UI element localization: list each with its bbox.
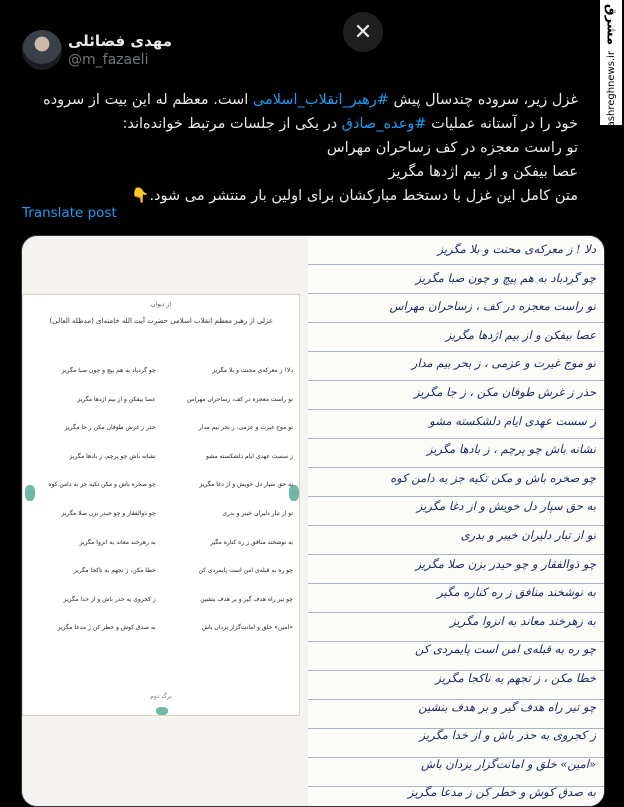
manuscript-line: به زهرخند معاند به انزوا مگریز	[450, 613, 596, 628]
manuscript-line: ز سست عهدی ایام دلشکسته مشو	[429, 413, 596, 428]
author-handle[interactable]: @m_fazaeli	[68, 52, 149, 68]
manuscript-line: چو گردباد به هم پیچ و چون صبا مگریز	[415, 270, 596, 285]
author-name[interactable]: مهدی فضائلی	[68, 32, 172, 50]
hemistich: چو ره به قبله‌ی امن است پایمردی کن	[198, 567, 293, 575]
manuscript-line: عصا بیفکن و از بیم اژدها مگریز	[445, 327, 596, 342]
hemistich: ز کجروی به حذر باش و از خدا مگریز	[63, 595, 156, 603]
tweet-part-1: غزل زیر، سروده چندسال پیش	[388, 92, 578, 108]
tweet-text	[18, 88, 578, 208]
manuscript-line: «امین» خلق و امانت‌گزار یزدان باش	[421, 756, 596, 771]
hemistich: چو تیر راه هدف گیر و بر هدف بنشین	[200, 595, 293, 603]
manuscript-line: تو راست معجزه در کف ، زساحران مهراس	[389, 299, 596, 314]
manuscript-line: چو تیر راه هدف گیر و بر هدف بنشین	[418, 699, 596, 714]
tweet-part-3: در یکی از جلسات مرتبط خوانده‌اند:	[122, 116, 342, 132]
hemistich: عصا بیفکن و از بیم اژدها مگریز	[77, 395, 156, 403]
hemistich: چو صخره باش و مکن تکیه جز به دامن کوه	[48, 481, 156, 489]
print-row	[29, 539, 293, 568]
verse-line-1: تو راست معجزه در کف زساحران مهراس	[326, 140, 578, 156]
hemistich: تو موج غیرت و عزمی، ز بحر بیم مدار	[198, 424, 293, 432]
hemistich: دلا! ز معرکه‌ی محنت و بلا مگریز	[212, 367, 293, 374]
print-footer: برگ دوم	[150, 693, 172, 700]
handwritten-manuscript	[308, 236, 604, 806]
manuscript-line: نشانه باش چو پرچم ، ز بادها مگریز	[426, 442, 596, 457]
hashtag-leader[interactable]: #رهبر_انقلاب_اسلامی	[252, 92, 389, 108]
translate-post-link[interactable]: Translate post	[22, 205, 117, 221]
watermark-logo	[600, 0, 622, 138]
hemistich: تو از تبار دلیران خیبر و بدری	[222, 509, 293, 517]
print-verses	[29, 367, 293, 653]
manuscript-line: دلا ! ز معرکه‌ی محنت و بلا مگریز	[437, 242, 596, 256]
print-row	[29, 624, 293, 653]
hemistich: به زهرخند معاند به انزوا مگریز	[79, 538, 156, 546]
manuscript-line: به نوشخند منافق ز ره کناره مگیر	[437, 585, 596, 600]
manuscript-line: تو از تبار دلیران خیبر و بدری	[460, 527, 596, 542]
print-header: از دیوان	[151, 301, 171, 308]
hemistich: نشانه باش چو پرچم، ز بادها مگریز	[69, 452, 156, 460]
ornament-bottom	[156, 707, 168, 715]
print-row	[29, 510, 293, 539]
hemistich: به نوشخند منافق ز ره کناره مگیر	[210, 538, 293, 546]
print-row	[29, 596, 293, 625]
hemistich: چو گردباد به هم پیچ و چون صبا مگریز	[61, 367, 156, 374]
manuscript-line: تو موج غیرت و عزمی ، ز بحر بیم مدار	[411, 356, 596, 371]
manuscript-line: به صدق کوش و خطر کن ز مدعا مگریز	[408, 785, 596, 800]
print-row	[29, 567, 293, 596]
print-title: غزلی از رهبر معظم انقلاب اسلامی حضرت آیت الله خامنه‌ای (مدظله العالی)	[49, 317, 273, 325]
manuscript-line: چو ره به قبله‌ی امن است پایمردی کن	[414, 642, 596, 657]
print-row	[29, 424, 293, 453]
manuscript-lines	[316, 242, 596, 807]
manuscript-line: حذر ز غرش طوفان مکن ، ز جا مگریز	[414, 384, 596, 399]
print-row	[29, 396, 293, 425]
verse-line-2: عصا بیفکن و از بیم اژدها مگریز	[388, 164, 578, 180]
tweet-media[interactable]	[21, 235, 605, 807]
hemistich: به حق سپار دل خویش و از دغا مگریز	[199, 481, 293, 489]
tweet-part-2: است. معظم له این بیت از سروده خود را در آستانه عملیات	[43, 92, 578, 132]
avatar[interactable]	[22, 30, 62, 70]
close-icon: ✕	[353, 19, 373, 45]
tweet-closing: متن کامل این غزل با دستخط مبارکشان برای اولین بار منتشر می شود.👇	[131, 188, 578, 204]
close-button[interactable]	[343, 12, 383, 52]
print-row	[29, 453, 293, 482]
hemistich: حذر ز غرش طوفان مکن ز جا مگریز	[64, 424, 156, 432]
manuscript-line: ز کجروی به حذر باش و از خدا مگریز	[419, 728, 596, 743]
watermark-mark: مشرق	[603, 4, 619, 45]
printed-poem-page	[22, 294, 300, 716]
hemistich: به صدق کوش و خطر کن ز مدعا مگریز	[57, 624, 156, 632]
hemistich: ز سست عهدی ایام دلشکسته مشو	[206, 452, 293, 460]
print-row	[29, 367, 293, 396]
manuscript-line: خطا مکن ، ز تجهم به ناکجا مگریز	[435, 670, 596, 685]
watermark-url: mashreghnews.ir	[605, 51, 617, 138]
manuscript-line: به حق سپار دل خویش و از دغا مگریز	[416, 499, 596, 514]
hashtag-promise[interactable]: #وعده_صادق	[341, 116, 427, 132]
print-row	[29, 481, 293, 510]
hemistich: چو ذوالفقار و چو حیدر بزن صلا مگریز	[61, 509, 156, 517]
manuscript-line: چو صخره باش و مکن تکیه جز به دامن کوه	[390, 470, 596, 485]
hemistich: خطا مکن، ز تجهم به ناکجا مگریز	[73, 567, 156, 575]
hemistich: «امین» خلق و امانت‌گزار یزدان باش	[201, 624, 293, 632]
manuscript-line: چو ذوالفقار و چو حیدر بزن صلا مگریز	[415, 556, 596, 571]
hemistich: تو راست معجزه در کف، زساحران مهراس	[187, 395, 293, 403]
